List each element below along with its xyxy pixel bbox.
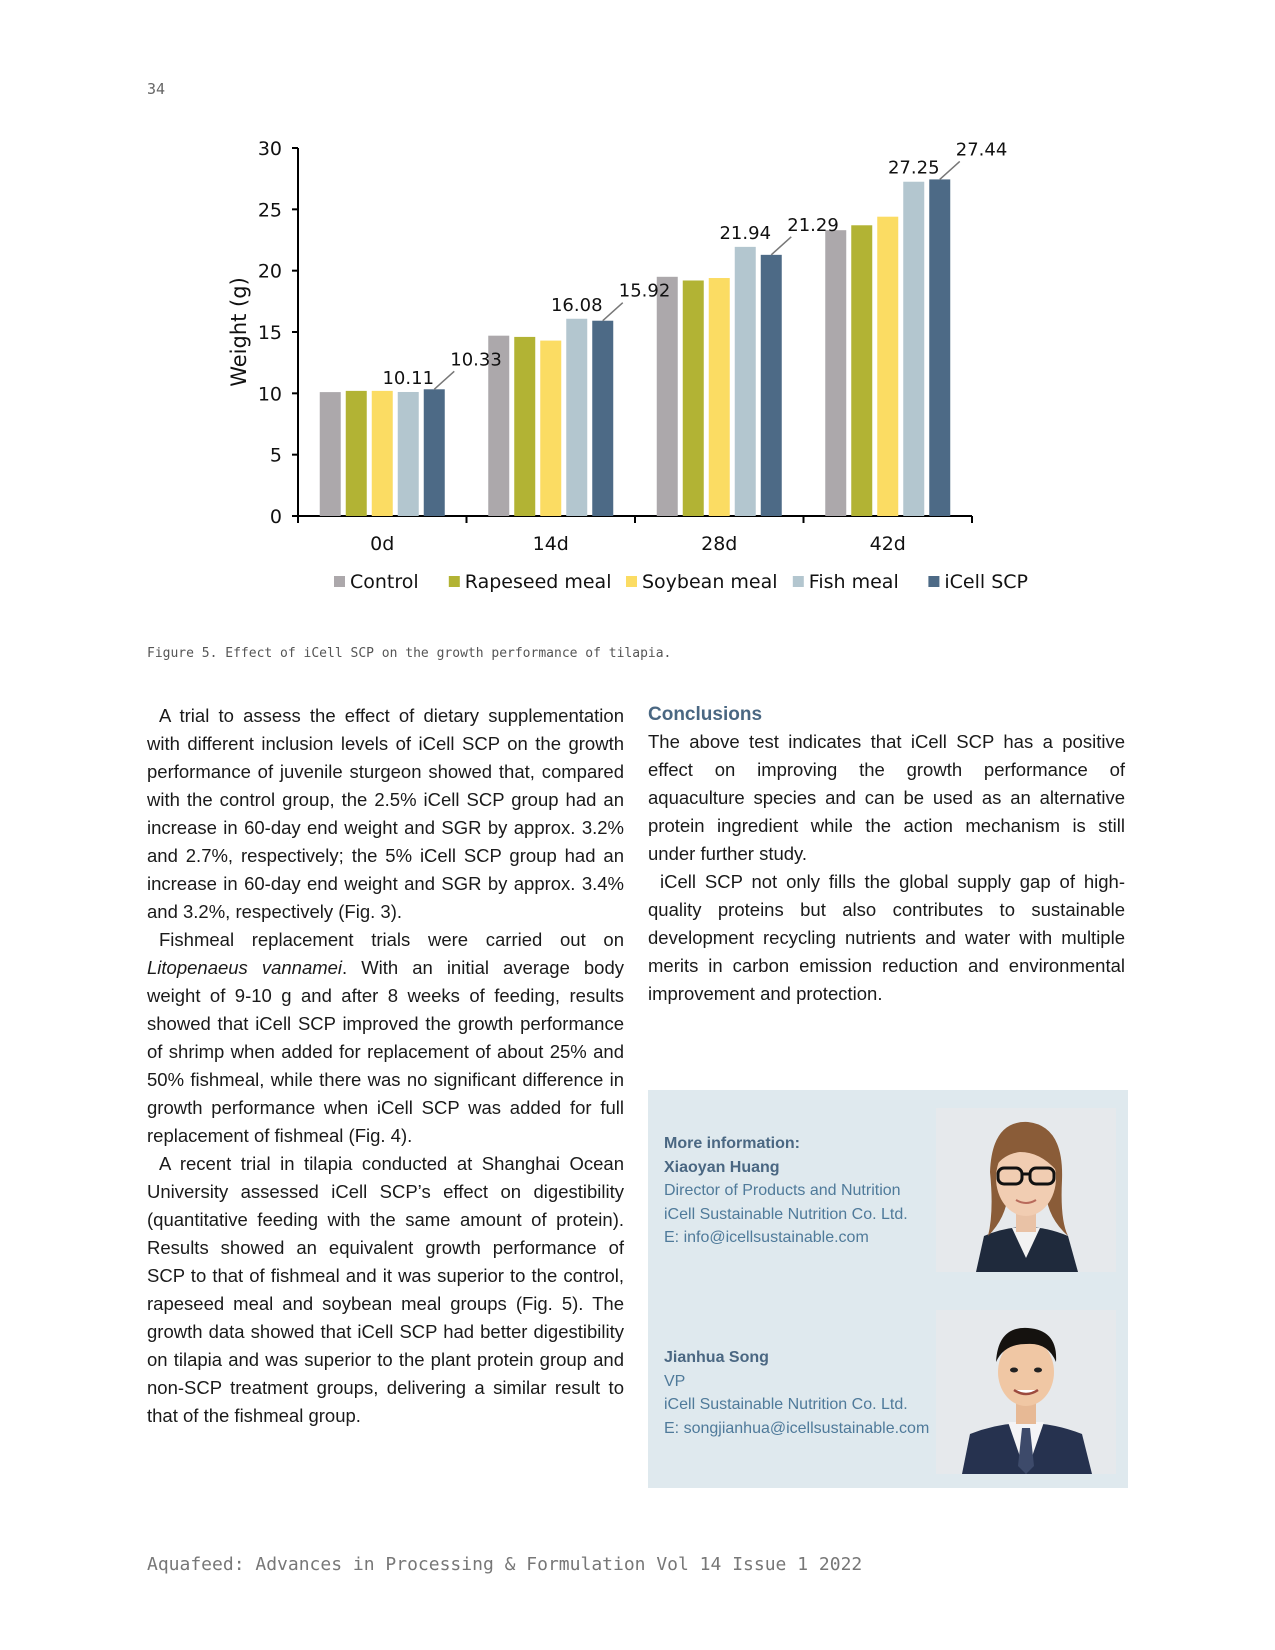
bar: [566, 319, 587, 516]
data-label: 27.44: [955, 140, 1008, 161]
data-label-leader: [940, 161, 960, 179]
bar: [514, 337, 535, 516]
legend-swatch: [626, 576, 637, 587]
y-axis-title: Weight (g): [227, 277, 251, 387]
page-footer: Aquafeed: Advances in Processing & Formulation Vol 14 Issue 1 2022: [147, 1554, 863, 1575]
data-label-leader: [771, 237, 791, 255]
data-label: 27.25: [887, 157, 940, 179]
bar: [683, 280, 704, 516]
contact-name: Jianhua Song: [664, 1349, 769, 1366]
legend-label: Rapeseed meal: [464, 571, 612, 593]
shrimp-text-start: Fishmeal replacement trials were carried out on: [159, 929, 624, 950]
y-tick-label: 0: [269, 506, 282, 528]
bar: [320, 392, 341, 516]
bar: [929, 179, 950, 516]
conclusions-paragraph-2: iCell SCP not only fills the global supply gap of high-quality proteins but also contributes to sustainable development recycling nutrients and water with multiple merits in carbon emission reduction and environmental improvement and protection.: [648, 871, 1125, 1004]
data-label-leader: [434, 371, 454, 389]
legend-swatch: [334, 576, 345, 587]
paragraph-shrimp: [147, 926, 624, 1150]
data-label: 10.11: [382, 367, 435, 389]
x-tick-label: 42d: [869, 533, 906, 555]
contact-info-song: [664, 1346, 929, 1440]
more-info-header: More information:: [664, 1135, 800, 1152]
y-tick-label: 30: [257, 140, 282, 160]
bar: [592, 321, 613, 516]
conclusions-paragraph-1: The above test indicates that iCell SCP has a positive effect on improving the growth performance of aquaculture species and can be used as an alternative protein ingredient while the action mechanism is still under further study.: [648, 731, 1125, 864]
legend-label: Fish meal: [808, 571, 899, 593]
y-tick-label: 5: [269, 444, 282, 467]
bar: [903, 182, 924, 516]
y-tick-label: 10: [257, 383, 282, 406]
page-number: 34: [147, 80, 166, 98]
contact-title: Director of Products and Nutrition: [664, 1182, 901, 1199]
contact-info-huang: [664, 1132, 908, 1250]
right-column: [648, 702, 1125, 1008]
contact-company: iCell Sustainable Nutrition Co. Ltd.: [664, 1396, 908, 1413]
legend-label: Soybean meal: [642, 571, 778, 593]
legend-swatch: [449, 576, 460, 587]
contact-card-song: [648, 1292, 1128, 1488]
data-label: 21.29: [787, 214, 839, 236]
bar: [825, 230, 846, 516]
x-tick-label: 28d: [701, 533, 738, 555]
shrimp-text-end: . With an initial average body weight of 9-10 g and after 8 weeks of feeding, results showed that iCell SCP improved the growth performance of shrimp when added for replacement of about 25% and 50% fishmeal, while there was no significant difference in growth performance when iCell SCP was added for full replacement of fishmeal (Fig. 4).: [147, 957, 624, 1146]
paragraph-tilapia: A recent trial in tilapia conducted at Shanghai Ocean University assessed iCell SCP’s effect on digestibility (quantitative feeding with the same amount of protein). Results showed an equivalent growth performance of SCP to that of fishmeal and it was superior to the control, rapeseed meal and soybean meal groups (Fig. 5). The growth data showed that iCell SCP had better digestibility on tilapia and was superior to the plant protein group and non-SCP treatment groups, delivering a similar result to that of the fishmeal group.: [147, 1153, 624, 1426]
species-name: Litopenaeus vannamei: [147, 957, 343, 978]
data-label: 16.08: [550, 294, 603, 316]
bar: [735, 247, 756, 516]
legend-label: Control: [350, 571, 419, 593]
bar: [709, 278, 730, 516]
contact-email[interactable]: E: songjianhua@icellsustainable.com: [664, 1419, 930, 1437]
x-tick-label: 0d: [370, 533, 395, 555]
paragraph-sturgeon: A trial to assess the effect of dietary supplementation with different inclusion levels of iCell SCP on the growth performance of juvenile sturgeon showed that, compared with the control group, the 2.5% iCell SCP group had an increase in 60-day end weight and SGR by approx. 3.2% and 2.7%, respectively; the 5% iCell SCP group had an increase in 60-day end weight and SGR by approx. 3.4% and 3.2%, respectively (Fig. 3).: [147, 705, 624, 922]
bar: [424, 389, 445, 516]
left-column: [147, 702, 624, 1430]
y-tick-label: 25: [257, 199, 282, 222]
bar: [877, 217, 898, 516]
contact-email[interactable]: E: info@icellsustainable.com: [664, 1229, 869, 1246]
portrait-photo-icon: [936, 1108, 1116, 1272]
contact-title: VP: [664, 1372, 686, 1390]
y-tick-label: 20: [257, 260, 282, 283]
x-tick-label: 14d: [532, 533, 569, 555]
bar: [761, 255, 782, 516]
bar: [398, 392, 419, 516]
legend-swatch: [793, 576, 804, 587]
conclusions-heading: Conclusions: [648, 704, 763, 725]
contact-company: iCell Sustainable Nutrition Co. Ltd.: [664, 1205, 908, 1223]
data-label: 15.92: [618, 280, 671, 302]
bar: [346, 391, 367, 516]
bar: [372, 391, 393, 516]
data-label: 10.33: [450, 349, 502, 371]
growth-bar-chart: [220, 140, 1070, 640]
contact-card-huang: [648, 1090, 1128, 1294]
legend-label: iCell SCP: [944, 571, 1029, 593]
data-label: 21.94: [719, 222, 772, 244]
legend-swatch: [928, 576, 939, 587]
bar: [851, 225, 872, 516]
y-tick-label: 15: [257, 322, 282, 344]
data-label-leader: [603, 303, 623, 321]
bar: [657, 277, 678, 516]
contact-name: Xiaoyan Huang: [664, 1158, 780, 1176]
portrait-photo-icon: [936, 1310, 1116, 1474]
figure-caption: Figure 5. Effect of iCell SCP on the growth performance of tilapia.: [147, 646, 672, 661]
bar: [540, 341, 561, 516]
